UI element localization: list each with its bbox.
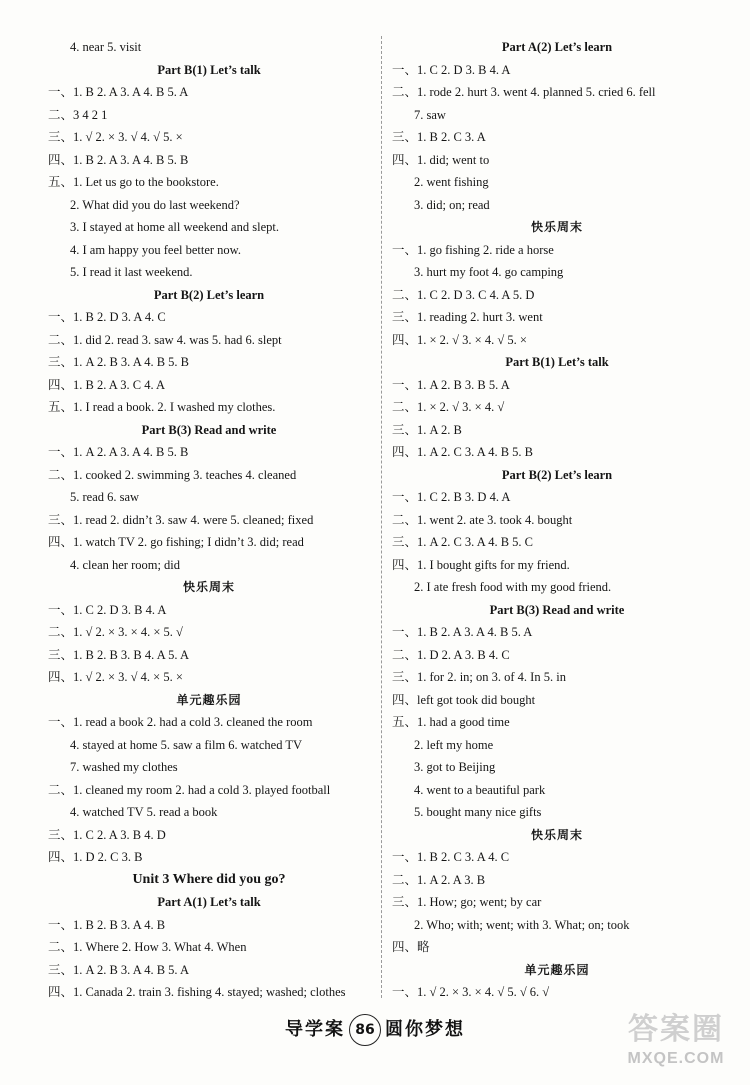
answer-line: 4. I am happy you feel better now. bbox=[70, 242, 242, 257]
answer-line: 五、1. had a good time bbox=[392, 715, 510, 729]
section-heading: Part B(3) Read and write bbox=[141, 422, 277, 437]
answer-line: 三、1. for 2. in; on 3. of 4. In 5. in bbox=[392, 670, 566, 684]
answer-line: 一、1. go fishing 2. ride a horse bbox=[392, 242, 554, 257]
answer-line: 一、1. read a book 2. had a cold 3. cleaned the room bbox=[48, 715, 313, 729]
answer-line: 4. stayed at home 5. saw a film 6. watched TV bbox=[70, 737, 303, 752]
right-column bbox=[392, 36, 722, 1004]
answer-line: 一、1. C 2. D 3. B 4. A bbox=[392, 62, 511, 77]
answer-line: 7. saw bbox=[414, 107, 446, 122]
section-heading: 快乐周末 bbox=[182, 580, 235, 594]
section-heading: 单元趣乐园 bbox=[176, 692, 242, 707]
answer-line: 三、1. B 2. C 3. A bbox=[392, 130, 486, 144]
answer-line: 2. I ate fresh food with my good friend. bbox=[414, 580, 612, 594]
answer-line: 一、1. √ 2. × 3. × 4. √ 5. √ 6. √ bbox=[392, 985, 550, 999]
answer-line: 二、3 4 2 1 bbox=[48, 107, 108, 122]
answer-line: 四、1. B 2. A 3. A 4. B 5. B bbox=[48, 152, 189, 167]
section-heading: Part B(2) Let’s learn bbox=[153, 287, 265, 302]
answer-line: 三、1. A 2. B 3. A 4. B 5. B bbox=[48, 355, 189, 369]
answer-line: 三、1. C 2. A 3. B 4. D bbox=[48, 827, 166, 842]
answer-line: 一、1. B 2. D 3. A 4. C bbox=[48, 310, 166, 324]
answer-line: 4. near 5. visit bbox=[70, 40, 142, 54]
watermark-logo bbox=[616, 1011, 736, 1075]
column-divider bbox=[381, 36, 382, 998]
answer-line: 三、1. A 2. C 3. A 4. B 5. C bbox=[392, 535, 533, 549]
answer-line: 二、1. A 2. A 3. B bbox=[392, 872, 486, 887]
answer-line: 二、1. D 2. A 3. B 4. C bbox=[392, 647, 510, 662]
section-heading: 快乐周末 bbox=[530, 827, 583, 842]
answer-line: 三、1. reading 2. hurt 3. went bbox=[392, 310, 543, 324]
answer-line: 二、1. went 2. ate 3. took 4. bought bbox=[392, 512, 573, 527]
answer-line: 五、1. I read a book. 2. I washed my clothes. bbox=[48, 400, 276, 414]
answer-line: 7. washed my clothes bbox=[70, 760, 178, 774]
answer-line: 三、1. A 2. B bbox=[392, 422, 462, 437]
answer-line: 5. bought many nice gifts bbox=[414, 805, 542, 819]
watermark-mark: 答案圈 bbox=[628, 1013, 724, 1046]
answer-line: 四、1. √ 2. × 3. √ 4. × 5. × bbox=[48, 670, 183, 684]
answer-line: 一、1. B 2. C 3. A 4. C bbox=[392, 850, 510, 864]
answer-line: 四、1. B 2. A 3. C 4. A bbox=[48, 377, 166, 392]
answer-line: 4. went to a beautiful park bbox=[414, 782, 546, 797]
watermark-url: MXQE.COM bbox=[627, 1050, 725, 1067]
answer-line: 四、1. Canada 2. train 3. fishing 4. stayed; washed; clothes bbox=[48, 985, 346, 999]
answer-line: 2. left my home bbox=[414, 737, 494, 752]
answer-line: 四、1. × 2. √ 3. × 4. √ 5. × bbox=[392, 332, 527, 347]
answer-line: 一、1. C 2. B 3. D 4. A bbox=[392, 490, 511, 504]
answer-line: 三、1. A 2. B 3. A 4. B 5. A bbox=[48, 962, 189, 977]
page-number: 86 bbox=[349, 1014, 381, 1046]
answer-line: 四、1. watch TV 2. go fishing; I didn’t 3. did; read bbox=[48, 535, 304, 549]
answer-line: 四、left got took did bought bbox=[392, 692, 536, 707]
answer-line: 3. hurt my foot 4. go camping bbox=[414, 265, 564, 279]
left-column bbox=[48, 36, 370, 1004]
section-heading: Part A(2) Let’s learn bbox=[501, 40, 613, 54]
answer-line: 二、1. √ 2. × 3. × 4. × 5. √ bbox=[48, 625, 183, 639]
footer-brand: 导学案 bbox=[285, 1019, 345, 1040]
answer-line: 三、1. read 2. didn’t 3. saw 4. were 5. cleaned; fixed bbox=[48, 512, 314, 527]
answer-line: 二、1. C 2. D 3. C 4. A 5. D bbox=[392, 287, 535, 302]
answer-line: 四、1. I bought gifts for my friend. bbox=[392, 557, 570, 572]
section-heading: 快乐周末 bbox=[530, 220, 583, 234]
answer-line: 一、1. B 2. B 3. A 4. B bbox=[48, 917, 166, 932]
answer-line: 2. went fishing bbox=[414, 175, 489, 189]
footer-slogan: 圆你梦想 bbox=[385, 1019, 465, 1040]
answer-line: 二、1. cleaned my room 2. had a cold 3. played football bbox=[48, 782, 331, 797]
answer-line: 二、1. Where 2. How 3. What 4. When bbox=[48, 940, 247, 954]
answer-line: 四、1. A 2. C 3. A 4. B 5. B bbox=[392, 445, 533, 459]
answer-line: 2. Who; with; went; with 3. What; on; took bbox=[414, 917, 630, 932]
answer-line: 2. What did you do last weekend? bbox=[70, 197, 240, 212]
section-heading: Part B(2) Let’s learn bbox=[501, 467, 613, 482]
answer-line: 5. I read it last weekend. bbox=[70, 265, 193, 279]
answer-line: 二、1. cooked 2. swimming 3. teaches 4. cleaned bbox=[48, 467, 297, 482]
answer-line: 4. clean her room; did bbox=[70, 557, 181, 572]
answer-line: 五、1. Let us go to the bookstore. bbox=[48, 175, 219, 189]
answer-line: 二、1. did 2. read 3. saw 4. was 5. had 6. slept bbox=[48, 332, 282, 347]
section-heading: Part B(1) Let’s talk bbox=[157, 62, 261, 77]
answer-line: 5. read 6. saw bbox=[70, 490, 140, 504]
answer-line: 二、1. rode 2. hurt 3. went 4. planned 5. cried 6. fell bbox=[392, 85, 656, 99]
answer-line: 一、1. A 2. A 3. A 4. B 5. B bbox=[48, 445, 189, 459]
answer-line: 四、1. did; went to bbox=[392, 152, 490, 167]
answer-line: 3. did; on; read bbox=[414, 197, 490, 212]
answer-line: 三、1. How; go; went; by car bbox=[392, 895, 542, 909]
answer-line: 一、1. C 2. D 3. B 4. A bbox=[48, 602, 167, 617]
answer-line: 4. watched TV 5. read a book bbox=[70, 805, 218, 819]
answer-line: 3. I stayed at home all weekend and slept. bbox=[70, 220, 279, 234]
section-heading: 单元趣乐园 bbox=[524, 962, 590, 977]
answer-line: 四、1. D 2. C 3. B bbox=[48, 850, 143, 864]
answer-line: 3. got to Beijing bbox=[414, 760, 496, 774]
answer-line: 三、1. √ 2. × 3. √ 4. √ 5. × bbox=[48, 130, 183, 144]
answer-line: 四、略 bbox=[392, 940, 430, 954]
answer-line: 二、1. × 2. √ 3. × 4. √ bbox=[392, 400, 505, 414]
section-heading: Part A(1) Let’s talk bbox=[157, 895, 261, 909]
section-heading: Part B(1) Let’s talk bbox=[505, 355, 609, 369]
answer-line: 一、1. A 2. B 3. B 5. A bbox=[392, 377, 510, 392]
answer-line: 三、1. B 2. B 3. B 4. A 5. A bbox=[48, 647, 189, 662]
section-heading: Part B(3) Read and write bbox=[489, 602, 625, 617]
answer-line: 一、1. B 2. A 3. A 4. B 5. A bbox=[48, 85, 189, 99]
answer-line: 一、1. B 2. A 3. A 4. B 5. A bbox=[392, 625, 533, 639]
unit-title: Unit 3 Where did you go? bbox=[132, 871, 286, 887]
